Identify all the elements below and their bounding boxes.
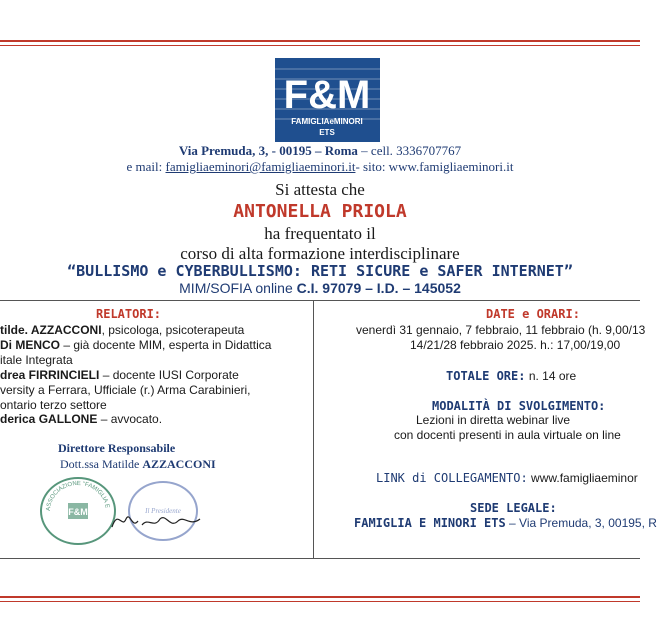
total-hours-value: n. 14 ore (525, 369, 577, 383)
address-cell: – cell. 3336707767 (361, 143, 462, 158)
course-title: “BULLISMO e CYBERBULLISMO: RETI SICURE e SAFER INTERNET” (67, 262, 573, 280)
attended-text: ha frequentato il (264, 224, 376, 243)
director-title: Direttore Responsabile (58, 441, 176, 455)
association-stamp (40, 477, 116, 545)
stamp-arc-text: ASSOCIAZIONE “FAMIGLIA E (45, 480, 110, 512)
link-line (376, 471, 638, 486)
bottom-border-line-1 (0, 596, 640, 598)
signature-text: Matilde Azzacconi (108, 499, 116, 500)
relatore-row: versity a Ferrara, Ufficiale (r.) Arma Carabinieri, (0, 383, 251, 397)
seat-address: – Via Premuda, 3, 00195, R (505, 516, 657, 530)
relatore-row: Di MENCO – già docente MIM, esperta in Didattica (0, 338, 272, 352)
dates-line-2: 14/21/28 febbraio 2025. h.: 17,00/19,00 (410, 338, 621, 352)
total-hours-label: TOTALE ORE: (446, 369, 526, 383)
director-name: AZZACCONI (142, 457, 216, 471)
mode-line-2: con docenti presenti in aula virtuale on line (394, 428, 621, 442)
seat-title: SEDE LEGALE: (470, 501, 557, 515)
total-hours (446, 369, 576, 384)
signature (108, 499, 208, 539)
attestation-intro: Si attesta che (275, 180, 365, 199)
top-border-line-2 (0, 45, 640, 46)
link-value[interactable]: www.famigliaeminor (527, 471, 638, 485)
table-bottom-border (0, 558, 640, 559)
fm-logo (275, 58, 380, 142)
relatore-row: tilde. AZZACCONI, psicologa, psicoterapeuta (0, 323, 245, 337)
right-column (314, 301, 657, 558)
mode-line-1: Lezioni in diretta webinar live (416, 413, 571, 427)
email-link[interactable]: famigliaeminori@famigliaeminori.it (165, 159, 356, 174)
logo-big-text: F&M (283, 73, 371, 117)
relatore-row: ontario terzo settore (0, 398, 107, 412)
email-label: e mail: (126, 159, 163, 174)
left-column (0, 301, 312, 558)
dates-line-1: venerdì 31 gennaio, 7 febbraio, 11 febbraio (h. 9,00/13 (356, 323, 646, 337)
mode-title: MODALITÀ DI SVOLGIMENTO: (432, 399, 606, 413)
course-code: C.I. 97079 – I.D. – 145052 (296, 280, 461, 296)
link-label: LINK di COLLEGAMENTO: (376, 471, 528, 485)
stamp-logo-text: F&M (68, 507, 88, 517)
contact-line (0, 159, 640, 175)
course-type: corso di alta formazione interdisciplinare (180, 244, 460, 263)
bottom-border-line-2 (0, 601, 640, 602)
course-code-line (0, 280, 640, 296)
address-street: Via Premuda, 3, - 00195 – Roma (178, 143, 358, 158)
dates-title: DATE e ORARI: (486, 307, 580, 321)
seat-org: FAMIGLIA E MINORI ETS (354, 516, 506, 530)
recipient-name: ANTONELLA PRIOLA (233, 201, 407, 222)
relatore-row: itale Integrata (0, 353, 73, 367)
top-border-line-1 (0, 40, 640, 42)
course-code-prefix: MIM/SOFIA online (179, 280, 297, 296)
director-line: Dott.ssa Matilde AZZACCONI (60, 457, 216, 471)
relatore-row: drea FIRRINCIELI – docente IUSI Corporate (0, 368, 239, 382)
seat-line (354, 516, 657, 531)
address-line (0, 143, 640, 159)
stamp-president-text: Il Presidente (145, 507, 181, 515)
relatori-title: RELATORI: (96, 307, 162, 321)
relatore-row: derica GALLONE – avvocato. (0, 412, 163, 426)
logo-sub-text: FAMIGLIAeMINORI (291, 117, 363, 126)
logo-sub-text-2: ETS (319, 128, 335, 137)
site-text: - sito: www.famigliaeminori.it (355, 159, 514, 174)
